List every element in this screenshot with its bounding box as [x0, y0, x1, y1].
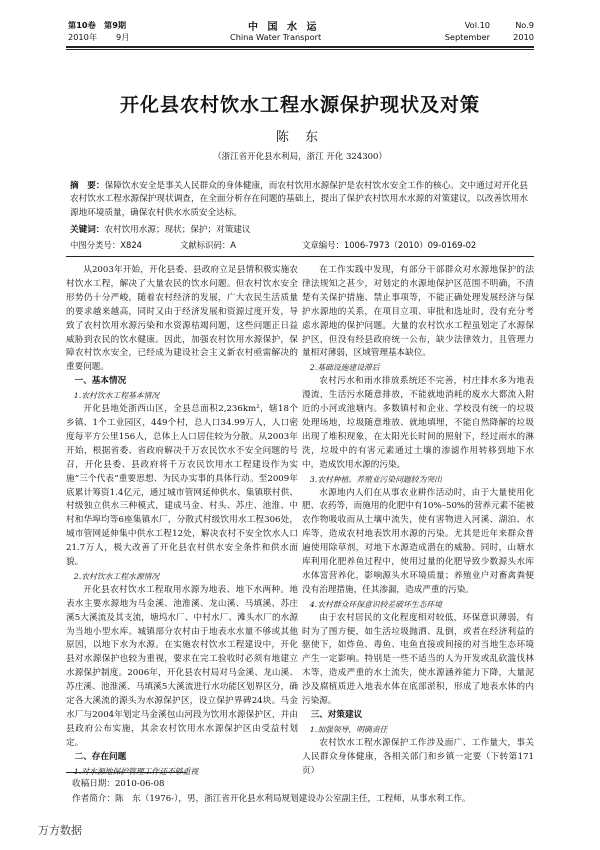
- footnote-rule: [66, 772, 186, 773]
- month-en: September: [444, 32, 490, 42]
- paragraph: 开化县农村饮水工程取用水源为地表、地下水两种。地表水主要水源地为马金溪、池淮溪、龙山溪、马填溪、苏庄溪5大溪流及其支流，塘坞水厂、中村水厂、滩头水厂的水源为当地小型水库。城镇部分农村由于地表水水量不够或其他原因，以地下水为水源。在实施农村饮水工程建设中，开化县对水源保护也较为重视，要求在完工验收时必须有地建立水源保护制度。2006年，开化县农村局对马金溪、龙山溪、苏庄溪、池淮溪、马填溪5大溪流进行水功能区划界区分，确定各大溪流的源头为水源保护区，设立保护界碑24块。马金水厂与2004年划定马金溪包山河段为饮用水源保护区，并由县政府公布实施，其余农村饮用水水源保护区由受益村划定。: [66, 584, 298, 748]
- paragraph: 开化县地处浙西山区，全县总面积2,236km²，辖18个乡镇、1个工业园区，449个村，总人口34.99万人，人口密度每平方公里156人，总体上人口居住较为分散。从2003年开始，根据省委、省政府解决千万农民饮水不安全问题的号召，开化县委、县政府将千万农民饮用水工程建设作为实施“三个代表”重要思想、为民办实事的具体行动。至2009年底累计筹资1.4亿元，通过城市管网延伸供水、集镇联村供、村级独立供水三种模式，建成马金、村头、苏庄、池淮、中村和华埠均等6座集镇水厂，分散式村级饮用水工程306处，城市管网延伸集中供水工程12处，解决农村不安全饮水人口21.7万人，极大改善了开化县农村供水安全条件和供水面貌。: [66, 404, 298, 568]
- section-heading: 1.对水源地保护管理工作还不够重视: [73, 766, 199, 776]
- abstract: [70, 180, 528, 220]
- author-bio: 作者简介：陈 东（1976-），男，浙江省开化县水利局规划建设办公室副主任，工程师，从事水利工作。: [72, 794, 471, 804]
- year-en: 2010: [513, 32, 534, 42]
- keywords-text: 农村饮用水源；现状；保护；对策建议: [104, 225, 251, 235]
- header-rule-thin: [66, 49, 534, 50]
- section-heading: 2.基础设施建设滞后: [309, 363, 380, 373]
- section-heading: 4.农村群众环保意识较差破坏生态环境: [309, 599, 442, 609]
- section-heading: 二、存在问题: [74, 751, 127, 762]
- clc-number: 中图分类号：X824: [70, 240, 142, 250]
- abstract-rule: [66, 256, 534, 257]
- paragraph: 农村污水和雨水排放系统还不完善，村庄排水多为地表漫流，生活污水随意排放，不能就地消耗的废水大都流入附近的小河或池塘内。多数镇村和企业、学校没有统一的垃圾处理场地，垃圾随意堆放、就地填埋，不能自然降解的垃圾出现了堆积现象，在太阳光长时间的照射下，经过雨水的淋洗，垃圾中的有害元素通过土壤的渗滤作用转移到地下水中，造成饮用水源的污染。: [302, 376, 534, 470]
- keywords: [70, 223, 528, 235]
- section-heading: 3.农村种植、养殖业污染问题较为突出: [309, 474, 442, 484]
- watermark: 万方数据: [38, 824, 82, 837]
- section-heading: 1.农村饮水工程基本情况: [73, 391, 160, 401]
- author-affiliation: （浙江省开化县水利局，浙江 开化 324300）: [213, 152, 387, 162]
- paragraph: 从2003年开始，开化县委、县政府立足县情积极实施农村饮水工程，解决了大量农民的饮水问题。但农村饮水安全形势仍十分严峻，随着农村经济的发展，广大农民生活质量的要求越来越高，同时又由于经济发展和资源过度开发，导致了农村饮用水源污染和水资源枯竭问题，这些问题正日益威胁到农民的饮水健康。因此，加强农村饮用水源保护，保障农村饮水安全，已经成为建设社会主义新农村亟需解决的重要问题。: [66, 265, 298, 373]
- abstract-text: 保障饮水安全是事关人民群众的身体健康，而农村饮用水源保护是农村饮水安全工作的核心。文中通过对开化县农村饮水工程水源保护现状调查，在全面分析存在问题的基础上，提出了保护农村饮用水水源的对策建议，以改善饮用水源地环境质量，确保农村供水水质安全达标。: [70, 181, 528, 218]
- paragraph: 在工作实践中发现，有部分干部群众对水源地保护的法律法规知之甚少，对划定的水源地保护区范围不明确，不清楚有关保护措施、禁止事项等，不能正确处理发展经济与保护水源地的关系，在项目立项、审批和选址时，没有充分考虑水源地的保护问题。大量的农村饮水工程虽划定了水源保护区，但没有经县政府统一公布，缺少法律效力，且管理力量相对薄弱，区域管理基本缺位。: [302, 265, 534, 359]
- section-heading: 三、对策建议: [310, 710, 363, 720]
- body-column-left: [66, 264, 298, 779]
- issue-cn: 第9期: [104, 20, 127, 30]
- section-heading: 2.农村饮水工程水源情况: [73, 571, 160, 581]
- journal-name-cn: 中 国 水 运: [248, 22, 320, 33]
- document-code: 文献标识码：A: [180, 240, 236, 250]
- header-rule: [66, 46, 534, 48]
- author-name: 陈 东: [275, 130, 325, 145]
- year-cn: 2010年: [68, 32, 98, 42]
- keywords-label: 关键词：: [70, 225, 105, 235]
- body-column-right: [302, 264, 534, 779]
- paragraph: 由于农村居民的文化程度相对较低，环保意识薄弱，有时为了图方便，如生活垃圾抛洒、乱倒，或者在经济利益的驱使下，如炸鱼、毒鱼、电鱼直接或间接的对当地生态环境产生一定影响。特别是一些不适当的人为开发或乱砍滥伐林木等，造成严重的水土流失，使水源涵养能力下降，大量泥沙及腐植质进入地表水体在底部淤积，形成了地表水体的内污染源。: [302, 612, 534, 707]
- section-heading: 一、基本情况: [74, 376, 127, 387]
- paragraph: 水源地内人们在从事农业耕作活动时，由于大量使用化肥、农药等，而施用的化肥中有10%–50%的营养元素不能被农作物吸收而从土壤中流失，使有害物进入河溪、湖泊、水库等，造成农村地表饮用水源的污染。尤其是近年来群众普遍使用除草剂，对地下水源造成潜在的威胁。同时，山塘水库利用化肥养鱼过程中，使用过量的化肥导致少数源头水库水体富营养化，影响源头水环境质量；养殖业户对畜禽粪便没有治理措施，任其渗漏，造成严重的污染。: [302, 487, 534, 595]
- abstract-label: 摘 要：: [70, 181, 105, 191]
- month-cn: 9月: [116, 32, 130, 42]
- volume-en: Vol.10: [464, 20, 490, 30]
- issue-en: No.9: [515, 20, 534, 30]
- article-number: 文章编号：1006-7973（2010）09-0169-02: [302, 240, 477, 250]
- journal-header: [68, 18, 534, 56]
- received-date: 收稿日期：2010-06-08: [72, 779, 165, 789]
- volume-cn: 第10卷: [68, 20, 96, 30]
- paper-title: 开化县农村饮水工程水源保护现状及对策: [119, 94, 480, 116]
- paragraph: 农村饮水工程水源保护工作涉及面广、工作量大，事关人民群众身体健康，各相关部门和乡镇一定要（下转第171页）: [302, 737, 534, 776]
- section-heading: 1.加强领导，明确责任: [309, 724, 388, 734]
- journal-name-en: China Water Transport: [230, 32, 322, 42]
